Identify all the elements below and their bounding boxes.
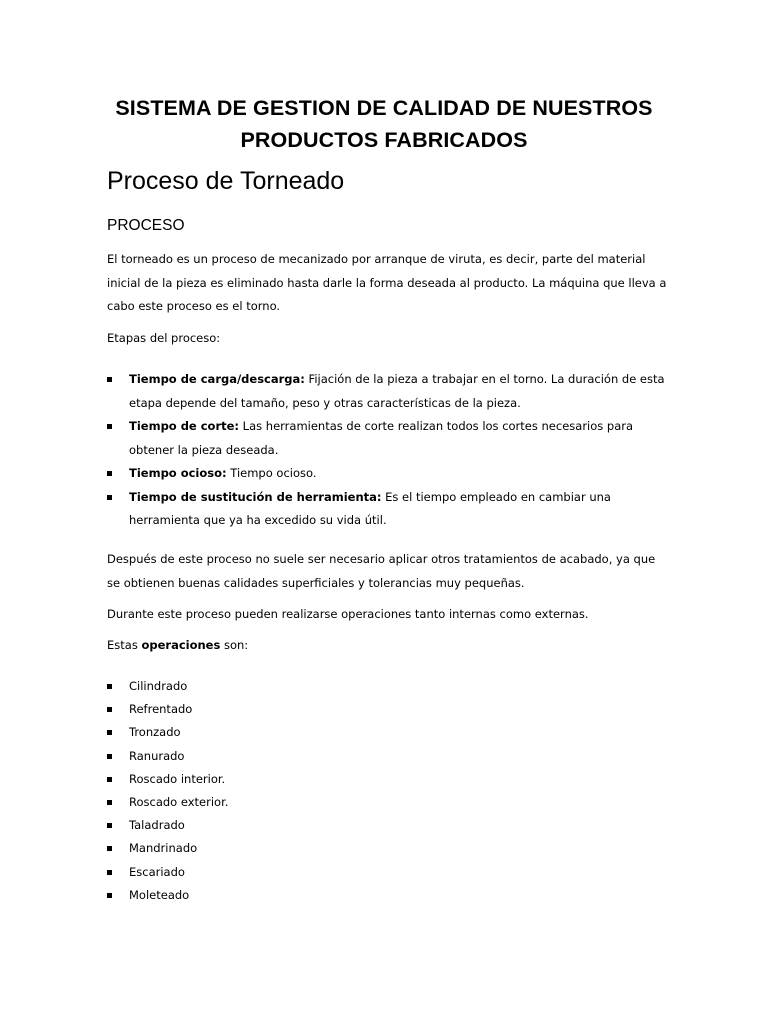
bullet-icon xyxy=(107,823,112,828)
list-item xyxy=(107,462,667,486)
section-heading: Proceso de Torneado xyxy=(107,167,345,195)
list-item xyxy=(107,884,667,907)
list-item xyxy=(107,486,667,533)
stage-description: Es el tiempo empleado en cambiar una herramienta que ya ha excedido su vida útil. xyxy=(129,489,611,527)
operations-intro-bold: operaciones xyxy=(141,638,221,652)
list-item xyxy=(107,861,667,884)
list-item xyxy=(107,791,667,814)
stages-label: Etapas del proceso: xyxy=(107,331,221,345)
stage-description: Tiempo ocioso. xyxy=(226,466,317,480)
stage-term: Tiempo de sustitución de herramienta: xyxy=(129,489,382,504)
bullet-icon xyxy=(107,730,112,735)
bullet-icon xyxy=(107,800,112,805)
bullet-icon xyxy=(107,424,112,429)
bullet-icon xyxy=(107,471,112,476)
operation-label: Refrentado xyxy=(129,702,193,717)
stage-description: Las herramientas de corte realizan todos los cortes necesarios para obtener la pieza deseada. xyxy=(129,419,634,457)
after-paragraph: Después de este proceso no suele ser necesario aplicar otros tratamientos de acabado, ya que se obtienen buenas calidades superficiales y tolerancias muy pequeñas. xyxy=(107,552,656,590)
list-item xyxy=(107,814,667,837)
stages-list xyxy=(107,368,667,533)
intro-paragraph: El torneado es un proceso de mecanizado por arranque de viruta, es decir, parte del material inicial de la pieza es eliminado hasta darle la forma deseada al producto. La máquina que lleva a cabo este proceso es el torno. xyxy=(107,252,667,313)
list-item xyxy=(107,837,667,860)
operation-label: Moleteado xyxy=(129,887,190,902)
list-item xyxy=(107,368,667,415)
bullet-icon xyxy=(107,893,112,898)
during-paragraph: Durante este proceso pueden realizarse operaciones tanto internas como externas. xyxy=(107,607,589,621)
bullet-icon xyxy=(107,707,112,712)
stage-term: Tiempo de carga/descarga: xyxy=(129,372,305,386)
bullet-icon xyxy=(107,495,112,500)
list-item xyxy=(107,698,667,721)
list-item xyxy=(107,721,667,744)
stage-description: Fijación de la pieza a trabajar en el torno. La duración de esta etapa depende del tamaño, peso y otras características de la pieza. xyxy=(129,372,665,410)
operations-intro-after: son: xyxy=(220,638,249,652)
sub-heading: PROCESO xyxy=(107,217,185,234)
list-item xyxy=(107,768,667,791)
operation-label: Tronzado xyxy=(129,725,181,740)
bullet-icon xyxy=(107,377,112,382)
bullet-icon xyxy=(107,777,112,782)
operations-intro-before: Estas xyxy=(107,638,142,652)
document-title: SISTEMA DE GESTION DE CALIDAD DE NUESTROS PRODUCTOS FABRICADOS xyxy=(115,96,653,152)
list-item xyxy=(107,745,667,768)
operation-label: Escariado xyxy=(129,864,185,879)
operation-label: Taladrado xyxy=(129,818,185,833)
operation-label: Mandrinado xyxy=(129,841,198,856)
bullet-icon xyxy=(107,754,112,759)
operations-intro xyxy=(107,634,667,658)
operation-label: Cilindrado xyxy=(129,679,188,693)
operations-list xyxy=(107,675,667,907)
bullet-icon xyxy=(107,846,112,851)
operation-label: Roscado interior. xyxy=(129,771,226,786)
stage-term: Tiempo de corte: xyxy=(129,419,240,433)
bullet-icon xyxy=(107,870,112,875)
stage-term: Tiempo ocioso: xyxy=(129,466,227,480)
bullet-icon xyxy=(107,684,112,689)
operation-label: Ranurado xyxy=(129,748,185,763)
list-item xyxy=(107,415,667,462)
list-item xyxy=(107,675,667,698)
operation-label: Roscado exterior. xyxy=(129,794,229,809)
